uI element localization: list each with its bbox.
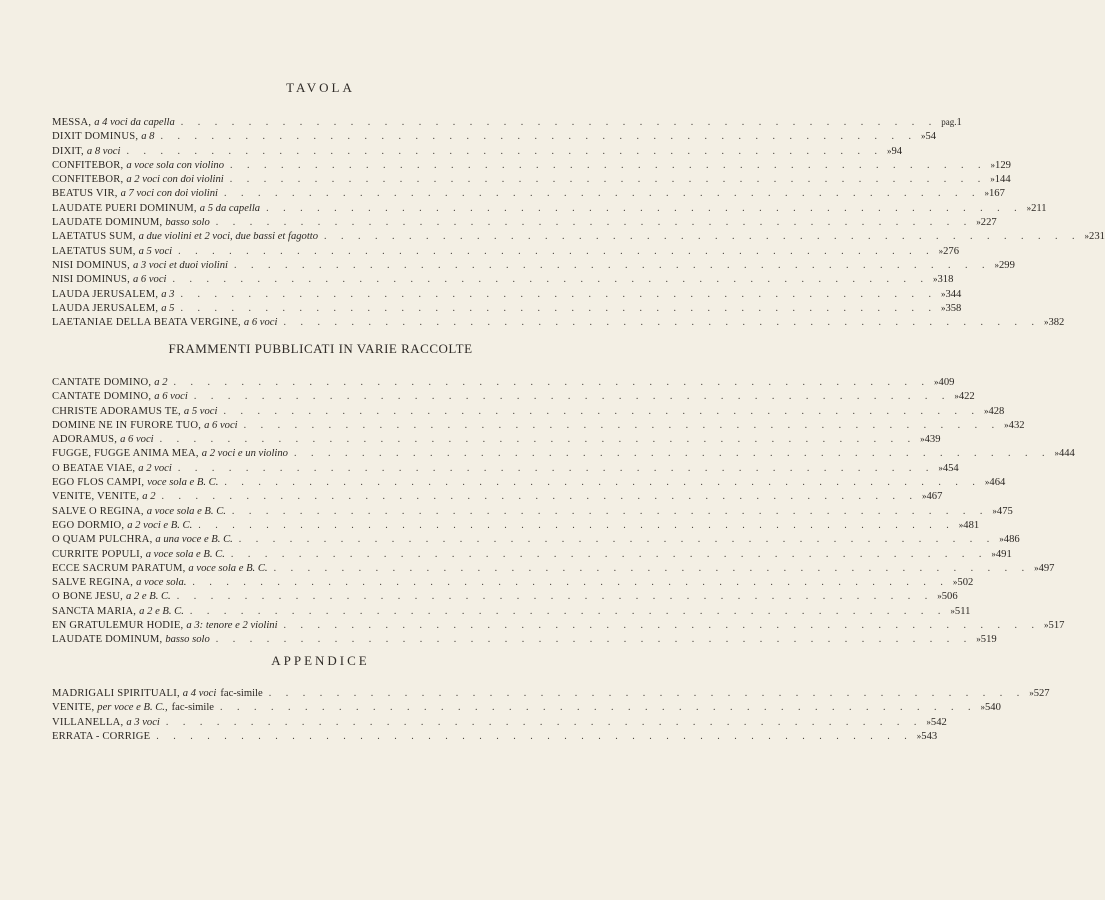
entry-title: MESSA, xyxy=(52,117,92,128)
page-number: 475 xyxy=(996,505,1013,517)
page-marker: » xyxy=(952,577,958,588)
dot-leader: . . . . . . . . . . . . . . . . . . . . . . . . . . . . . . . . . . . . . . . . . . . . . xyxy=(189,605,947,617)
toc-entry xyxy=(52,158,1011,172)
entry-title: DIXIT DOMINUS, xyxy=(52,131,139,143)
toc-entry xyxy=(52,700,1001,714)
page-number: 497 xyxy=(1038,562,1055,574)
toc-entry xyxy=(52,287,962,301)
page-number: 358 xyxy=(945,302,962,314)
toc-entry xyxy=(52,729,938,743)
entry-description: a 5 xyxy=(161,302,175,314)
page-number: 167 xyxy=(988,188,1005,200)
page-number: 467 xyxy=(926,491,943,503)
page-number: 527 xyxy=(1033,688,1050,699)
entry-title: CHRISTE ADORAMUS TE, xyxy=(52,405,181,417)
page-marker: » xyxy=(976,217,981,228)
page-number: 144 xyxy=(994,174,1011,186)
dot-leader: . . . . . . . . . . . . . . . . . . . . . . . . . . . . . . . . . . . . . . . . . . . . . xyxy=(229,174,987,186)
dot-leader: . . . . . . . . . . . . . . . . . . . . . . . . . . . . . . . . . . . . . . . . . . . . . xyxy=(172,274,929,286)
page-number: 54 xyxy=(925,131,937,143)
entry-title: LAETATUS SUM, xyxy=(52,231,136,243)
tavola-heading: TAVOLA xyxy=(286,80,355,95)
entry-title: O QUAM PULCHRA, xyxy=(52,534,153,546)
page-number: 227 xyxy=(980,217,997,229)
page-marker: » xyxy=(922,491,927,502)
page-marker: » xyxy=(991,548,996,559)
dot-leader: . . . . . . . . . . . . . . . . . . . . . . . . . . . . . . . . . . . . . . . . . . . . . xyxy=(180,288,937,300)
toc-entry xyxy=(52,418,1025,432)
entry-title: DIXIT, xyxy=(52,145,84,157)
entry-title: DOMINE NE IN FURORE TUO, xyxy=(52,419,202,431)
page-number: 382 xyxy=(1048,317,1065,329)
page-marker: » xyxy=(983,405,989,416)
page-number: 276 xyxy=(943,245,959,257)
entry-title: EGO FLOS CAMPI, xyxy=(52,477,145,489)
dot-leader: . . . . . . . . . . . . . . . . . . . . . . . . . . . . . . . . . . . . . . . . . . . . . xyxy=(176,591,934,603)
dot-leader: . . . . . . . . . . . . . . . . . . . . . . . . . . . . . . . . . . . . . . . . . . . . . xyxy=(198,519,955,531)
dot-leader: . . . . . . . . . . . . . . . . . . . . . . . . . . . . . . . . . . . . . . . . . . . . . xyxy=(192,577,949,589)
appendice-list xyxy=(52,686,1050,743)
page-marker: » xyxy=(938,245,944,256)
dot-leader: . . . . . . . . . . . . . . . . . . . . . . . . . . . . . . . . . . . . . . . . . . . . . xyxy=(268,688,1026,699)
page-marker: » xyxy=(932,274,938,285)
dot-leader: . . . . . . . . . . . . . . . . . . . . . . . . . . . . . . . . . . . . . . . . . . . . . xyxy=(180,117,938,128)
tavola-list xyxy=(52,115,1105,329)
entry-description: a 2 xyxy=(142,491,156,503)
page-marker: » xyxy=(934,377,939,387)
entry-note: fac-simile xyxy=(171,702,214,714)
page-number: 543 xyxy=(921,730,938,742)
entry-description: a una voce e B. C. xyxy=(155,534,233,546)
page-number: 299 xyxy=(998,259,1015,271)
page-marker: » xyxy=(994,259,999,270)
page-number: 517 xyxy=(1048,620,1065,632)
entry-description: a 8 xyxy=(141,131,155,143)
entry-title: FUGGE, FUGGE ANIMA MEA, xyxy=(52,448,199,460)
entry-title: LAETATUS SUM, xyxy=(52,245,136,257)
dot-leader: . . . . . . . . . . . . . . . . . . . . . . . . . . . . . . . . . . . . . . . . . . . . . xyxy=(126,145,883,157)
page-marker: » xyxy=(938,462,943,473)
toc-entry xyxy=(52,229,1105,243)
page-number: 511 xyxy=(954,605,971,617)
page-number: 318 xyxy=(937,274,954,286)
frammenti-list xyxy=(52,375,1075,647)
page-marker: » xyxy=(984,477,990,488)
dot-leader: . . . . . . . . . . . . . . . . . . . . . . . . . . . . . . . . . . . . . . . . . . . . . xyxy=(219,702,977,714)
toc-entry xyxy=(52,144,903,158)
entry-title: VILLANELLA, xyxy=(52,716,124,728)
dot-leader: . . . . . . . . . . . . . . . . . . . . . . . . . . . . . . . . . . . . . . . . . . . . . xyxy=(230,548,988,560)
page-number: 428 xyxy=(988,405,1005,417)
page-number: 464 xyxy=(989,477,1006,489)
toc-entry xyxy=(52,632,997,646)
page-number: 129 xyxy=(995,159,1011,171)
entry-description: a 6 voci xyxy=(120,434,154,446)
page-number: 486 xyxy=(1003,534,1020,546)
page-marker: » xyxy=(1029,688,1034,698)
entry-description: a voce sola e B. C. xyxy=(188,562,268,574)
entry-description: a 6 voci xyxy=(204,419,238,431)
entry-description: a voce sola. xyxy=(136,577,187,589)
entry-description: a 2 voci con doi violini xyxy=(126,174,224,186)
toc-entry xyxy=(52,129,937,143)
entry-title: VENITE, VENITE, xyxy=(52,491,140,503)
page-marker: » xyxy=(1043,317,1049,328)
entry-description: a 3 voci xyxy=(126,716,160,728)
page-number: 94 xyxy=(891,145,903,157)
toc-entry xyxy=(52,115,962,129)
dot-leader: . . . . . . . . . . . . . . . . . . . . . . . . . . . . . . . . . . . . . . . . . . . . . xyxy=(173,377,931,388)
entry-description: voce sola e B. C. xyxy=(147,477,219,489)
entry-title: NISI DOMINUS, xyxy=(52,274,130,286)
entry-description: a 3 voci et duoi violini xyxy=(132,259,228,271)
entry-title: MADRIGALI SPIRITUALI, xyxy=(52,688,180,699)
toc-entry xyxy=(52,215,997,229)
entry-title: ADORAMUS, xyxy=(52,434,118,446)
page-number: 481 xyxy=(963,519,980,531)
dot-leader: . . . . . . . . . . . . . . . . . . . . . . . . . . . . . . . . . . . . . . . . . . . . . xyxy=(230,159,987,171)
dot-leader: . . . . . . . . . . . . . . . . . . . . . . . . . . . . . . . . . . . . . . . . . . . . . xyxy=(215,217,973,229)
page-marker: » xyxy=(976,634,981,645)
entry-description: a 2 voci e un violino xyxy=(201,448,288,460)
page-number: 344 xyxy=(945,288,962,300)
toc-entry xyxy=(52,172,1011,186)
dot-leader: . . . . . . . . . . . . . . . . . . . . . . . . . . . . . . . . . . . . . . . . . . . . . xyxy=(293,448,1051,460)
toc-entry xyxy=(52,686,1050,700)
entry-title: EGO DORMIO, xyxy=(52,519,125,531)
page-marker: » xyxy=(1026,202,1032,213)
entry-title: CANTATE DOMINO, xyxy=(52,391,152,403)
dot-leader: . . . . . . . . . . . . . . . . . . . . . . . . . . . . . . . . . . . . . . . . . . . . . xyxy=(193,391,951,403)
dot-leader: . . . . . . . . . . . . . . . . . . . . . . . . . . . . . . . . . . . . . . . . . . . . . xyxy=(324,231,1081,243)
toc-entry xyxy=(52,561,1055,575)
page-marker: » xyxy=(920,434,925,445)
dot-leader: . . . . . . . . . . . . . . . . . . . . . . . . . . . . . . . . . . . . . . . . . . . . . xyxy=(224,477,981,489)
dot-leader: . . . . . . . . . . . . . . . . . . . . . . . . . . . . . . . . . . . . . . . . . . . . . xyxy=(243,419,1001,431)
entry-description: a 6 voci xyxy=(132,274,167,286)
entry-title: LAUDATE DOMINUM, xyxy=(52,217,163,229)
toc-entry xyxy=(52,404,1005,418)
entry-description: a 4 voci xyxy=(182,688,217,699)
appendice-heading: APPENDICE xyxy=(271,653,370,668)
page-marker: » xyxy=(940,288,946,299)
toc-entry xyxy=(52,518,980,532)
toc-entry xyxy=(52,475,1006,489)
page-marker: » xyxy=(937,591,942,602)
toc-entry xyxy=(52,244,959,258)
page-marker: » xyxy=(926,716,931,727)
page-marker: » xyxy=(950,605,955,616)
entry-title: SALVE O REGINA, xyxy=(52,505,144,517)
toc-entry xyxy=(52,432,941,446)
page-number: 211 xyxy=(1031,202,1047,214)
entry-description: a 7 voci con doi violini xyxy=(120,188,218,200)
toc-entry xyxy=(52,604,971,618)
toc-entry xyxy=(52,201,1047,215)
page-marker: » xyxy=(1044,620,1049,631)
page-marker: » xyxy=(1084,231,1090,242)
entry-description: a 3 xyxy=(161,288,175,300)
toc-entry xyxy=(52,532,1020,546)
page-number: 1 xyxy=(956,117,962,128)
page-number: 231 xyxy=(1089,231,1105,243)
entry-note: fac-simile xyxy=(220,688,263,699)
entry-title: SALVE REGINA, xyxy=(52,577,134,589)
entry-title: LAETANIAE DELLA BEATA VERGINE, xyxy=(52,317,241,329)
page-marker: pag. xyxy=(941,117,957,127)
entry-description: a 2 e B. C. xyxy=(139,605,184,617)
entry-description: a 6 voci xyxy=(243,317,278,329)
toc-entry xyxy=(52,375,955,389)
page-marker: » xyxy=(920,131,926,142)
page-marker: » xyxy=(886,145,892,156)
page-marker: » xyxy=(990,159,996,170)
entry-description: basso solo xyxy=(165,217,210,229)
dot-leader: . . . . . . . . . . . . . . . . . . . . . . . . . . . . . . . . . . . . . . . . . . . . . xyxy=(160,131,917,143)
entry-description: basso solo xyxy=(165,634,210,646)
dot-leader: . . . . . . . . . . . . . . . . . . . . . . . . . . . . . . . . . . . . . . . . . . . . . xyxy=(156,730,913,742)
dot-leader: . . . . . . . . . . . . . . . . . . . . . . . . . . . . . . . . . . . . . . . . . . . . . xyxy=(165,716,923,728)
entry-title: SANCTA MARIA, xyxy=(52,605,137,617)
toc-entry xyxy=(52,315,1065,329)
dot-leader: . . . . . . . . . . . . . . . . . . . . . . . . . . . . . . . . . . . . . . . . . . . . . xyxy=(233,259,991,271)
page-marker: » xyxy=(999,534,1004,545)
toc-entry xyxy=(52,547,1012,561)
entry-description: a 2 voci e B. C. xyxy=(127,519,193,531)
page-number: 519 xyxy=(980,634,997,646)
entry-title: LAUDATE DOMINUM, xyxy=(52,634,163,646)
toc-entry xyxy=(52,446,1075,460)
page-marker: » xyxy=(992,505,997,516)
entry-description: per voce e B. C., xyxy=(97,702,168,714)
page-number: 409 xyxy=(938,377,955,388)
page-marker: » xyxy=(954,391,959,402)
dot-leader: . . . . . . . . . . . . . . . . . . . . . . . . . . . . . . . . . . . . . . . . . . . . . xyxy=(177,462,935,474)
frammenti-heading: FRAMMENTI PUBBLICATI IN VARIE RACCOLTE xyxy=(168,341,473,356)
entry-title: CURRITE POPULI, xyxy=(52,548,143,560)
entry-description: a voce sola con violino xyxy=(126,159,225,171)
toc-entry xyxy=(52,301,962,315)
page-marker: » xyxy=(940,302,946,313)
entry-description: a 8 voci xyxy=(86,145,121,157)
page-marker: » xyxy=(1004,419,1009,430)
dot-leader: . . . . . . . . . . . . . . . . . . . . . . . . . . . . . . . . . . . . . . . . . . . . . xyxy=(180,302,937,314)
entry-description: a 2 xyxy=(154,377,168,388)
entry-description: a 5 voci xyxy=(183,405,218,417)
entry-title: CANTATE DOMINO, xyxy=(52,377,152,388)
toc-entry xyxy=(52,715,947,729)
page-number: 542 xyxy=(930,716,947,728)
dot-leader: . . . . . . . . . . . . . . . . . . . . . . . . . . . . . . . . . . . . . . . . . . . . . xyxy=(266,202,1023,214)
entry-description: a 5 voci xyxy=(138,245,173,257)
entry-description: a 2 e B. C. xyxy=(125,591,171,603)
toc-entry xyxy=(52,575,974,589)
dot-leader: . . . . . . . . . . . . . . . . . . . . . . . . . . . . . . . . . . . . . . . . . . . . . xyxy=(283,317,1040,329)
entry-description: a voce sola e B. C. xyxy=(146,505,226,517)
page-marker: » xyxy=(990,174,995,185)
entry-description: a due violini et 2 voci, due bassi et fagotto xyxy=(138,231,319,243)
entry-description: a 2 voci xyxy=(138,462,172,474)
dot-leader: . . . . . . . . . . . . . . . . . . . . . . . . . . . . . . . . . . . . . . . . . . . . . xyxy=(231,505,989,517)
page-number: 491 xyxy=(995,548,1012,560)
dot-leader: . . . . . . . . . . . . . . . . . . . . . . . . . . . . . . . . . . . . . . . . . . . . . xyxy=(238,534,996,546)
toc-entry xyxy=(52,258,1015,272)
page-number: 506 xyxy=(941,591,958,603)
toc-entry xyxy=(52,618,1065,632)
dot-leader: . . . . . . . . . . . . . . . . . . . . . . . . . . . . . . . . . . . . . . . . . . . . . xyxy=(283,620,1041,632)
entry-title: LAUDA JERUSALEM, xyxy=(52,288,159,300)
page-marker: » xyxy=(958,519,964,530)
entry-description: a 6 voci xyxy=(154,391,188,403)
dot-leader: . . . . . . . . . . . . . . . . . . . . . . . . . . . . . . . . . . . . . . . . . . . . . xyxy=(223,188,981,200)
page-number: 432 xyxy=(1008,419,1025,431)
entry-title: O BONE JESU, xyxy=(52,591,123,603)
entry-title: CONFITEBOR, xyxy=(52,174,124,186)
entry-title: EN GRATULEMUR HODIE, xyxy=(52,620,184,632)
entry-title: LAUDA JERUSALEM, xyxy=(52,302,159,314)
entry-title: NISI DOMINUS, xyxy=(52,259,130,271)
entry-description: a voce sola e B. C. xyxy=(145,548,225,560)
entry-title: ECCE SACRUM PARATUM, xyxy=(52,562,186,574)
toc-entry xyxy=(52,186,1005,200)
entry-title: VENITE, xyxy=(52,702,95,714)
page-number: 502 xyxy=(957,577,974,589)
dot-leader: . . . . . . . . . . . . . . . . . . . . . . . . . . . . . . . . . . . . . . . . . . . . . xyxy=(159,434,917,446)
entry-title: BEATUS VIR, xyxy=(52,188,118,200)
entry-title: ERRATA - CORRIGE xyxy=(52,730,151,742)
page-number: 439 xyxy=(924,434,941,446)
toc-entry xyxy=(52,389,975,403)
entry-title: LAUDATE PUERI DOMINUM, xyxy=(52,202,197,214)
dot-leader: . . . . . . . . . . . . . . . . . . . . . . . . . . . . . . . . . . . . . . . . . . . . . xyxy=(223,405,980,417)
entry-description: a 3: tenore e 2 violini xyxy=(186,620,278,632)
page-marker: » xyxy=(1054,448,1059,459)
toc-entry xyxy=(52,589,958,603)
entry-title: O BEATAE VIAE, xyxy=(52,462,136,474)
page-number: 454 xyxy=(942,462,959,474)
toc-entry xyxy=(52,504,1013,518)
toc-entry xyxy=(52,489,943,503)
toc-entry xyxy=(52,272,954,286)
dot-leader: . . . . . . . . . . . . . . . . . . . . . . . . . . . . . . . . . . . . . . . . . . . . . xyxy=(273,562,1031,574)
page-number: 540 xyxy=(984,702,1001,714)
entry-description: a 4 voci da capella xyxy=(94,117,175,128)
dot-leader: . . . . . . . . . . . . . . . . . . . . . . . . . . . . . . . . . . . . . . . . . . . . . xyxy=(215,634,973,646)
page-number: 422 xyxy=(958,391,975,403)
page-number: 444 xyxy=(1058,448,1075,460)
toc-entry xyxy=(52,461,959,475)
page-marker: » xyxy=(916,730,922,741)
entry-title: CONFITEBOR, xyxy=(52,159,124,171)
page-marker: » xyxy=(1034,562,1039,573)
entry-description: a 5 da capella xyxy=(199,202,261,214)
dot-leader: . . . . . . . . . . . . . . . . . . . . . . . . . . . . . . . . . . . . . . . . . . . . . xyxy=(178,245,935,257)
page-marker: » xyxy=(984,188,989,199)
page-marker: » xyxy=(980,702,985,713)
dot-leader: . . . . . . . . . . . . . . . . . . . . . . . . . . . . . . . . . . . . . . . . . . . . . xyxy=(161,491,918,503)
